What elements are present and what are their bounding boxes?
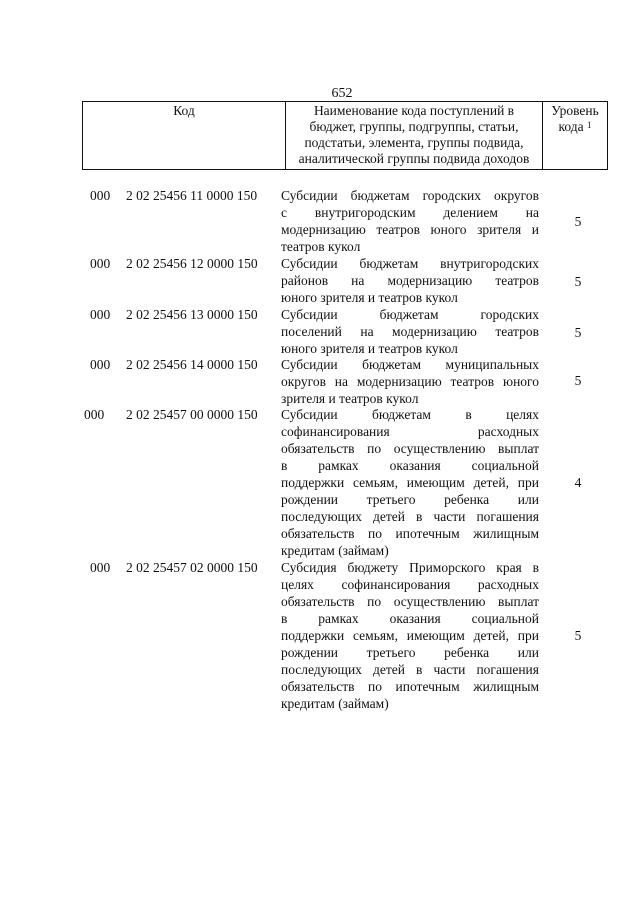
code-description — [281, 356, 539, 407]
description-line: округов на модернизацию театров юного — [281, 374, 539, 389]
description-line: с внутригородским делением на — [281, 205, 539, 220]
code-description — [281, 255, 539, 306]
header-code: Код — [83, 102, 286, 169]
description-line: обязательств по осуществлению выплат — [281, 594, 539, 609]
code-level: 5 — [574, 325, 582, 340]
admin-code: 000 — [84, 407, 105, 422]
description-line: последующих детей в части погашения — [281, 662, 539, 677]
revenue-code: 2 02 25457 02 0000 150 — [126, 560, 258, 575]
description-line: обязательств по ипотечным жилищным — [281, 679, 539, 694]
description-line: Субсидии бюджетам городских округов — [281, 188, 539, 203]
admin-code: 000 — [90, 307, 111, 322]
header-level-text: кода — [558, 119, 584, 134]
header-level-line1: Уровень — [551, 103, 599, 118]
header-level-line2 — [543, 119, 607, 135]
code-level: 5 — [574, 373, 582, 388]
table-header — [82, 101, 608, 170]
description-line: софинансирования расходных — [281, 424, 539, 439]
description-line: кредитам (займам) — [281, 543, 389, 558]
description-line: кредитам (займам) — [281, 696, 389, 711]
description-line: юного зрителя и театров кукол — [281, 341, 458, 356]
code-description — [281, 559, 539, 712]
description-line: зрителя и театров кукол — [281, 391, 419, 406]
revenue-code: 2 02 25456 13 0000 150 — [126, 307, 258, 322]
revenue-code: 2 02 25457 00 0000 150 — [126, 407, 258, 422]
admin-code: 000 — [90, 256, 111, 271]
description-line: обязательств по осуществлению выплат — [281, 441, 539, 456]
code-level: 4 — [574, 475, 582, 490]
description-line: поддержки семьям, имеющим детей, при — [281, 628, 539, 643]
header-name-line: подстатьи, элемента, группы подвида, — [304, 135, 524, 150]
description-line: целях софинансирования расходных — [281, 577, 539, 592]
code-description — [281, 306, 539, 357]
description-line: юного зрителя и театров кукол — [281, 290, 458, 305]
header-name-line: бюджет, группы, подгруппы, статьи, — [309, 119, 519, 134]
admin-code: 000 — [90, 560, 111, 575]
header-name-line: аналитической группы подвида доходов — [298, 151, 530, 166]
code-level: 5 — [574, 214, 582, 229]
header-level-footnote: 1 — [586, 120, 592, 130]
code-description — [281, 187, 539, 255]
header-name-line: Наименование кода поступлений в — [313, 103, 515, 118]
revenue-code: 2 02 25456 12 0000 150 — [126, 256, 258, 271]
code-level: 5 — [574, 274, 582, 289]
description-line: Субсидии бюджетам внутригородских — [281, 256, 539, 271]
header-level — [543, 102, 607, 169]
description-line: Субсидии бюджетам городских — [281, 307, 539, 322]
description-line: рождении третьего ребенка или — [281, 492, 539, 507]
revenue-code: 2 02 25456 11 0000 150 — [126, 188, 258, 203]
code-description — [281, 406, 539, 559]
description-line: поддержки семьям, имеющим детей, при — [281, 475, 539, 490]
revenue-code: 2 02 25456 14 0000 150 — [126, 357, 258, 372]
description-line: Субсидия бюджету Приморского края в — [281, 560, 539, 575]
description-line: в рамках оказания социальной — [281, 611, 539, 626]
description-line: модернизацию театров юного зрителя и — [281, 222, 539, 237]
description-line: районов на модернизацию театров — [281, 273, 539, 288]
description-line: Субсидии бюджетам муниципальных — [281, 357, 539, 372]
description-line: Субсидии бюджетам в целях — [281, 407, 539, 422]
code-level: 5 — [574, 628, 582, 643]
description-line: последующих детей в части погашения — [281, 509, 539, 524]
description-line: рождении третьего ребенка или — [281, 645, 539, 660]
admin-code: 000 — [90, 357, 111, 372]
description-line: театров кукол — [281, 239, 361, 254]
description-line: обязательств по ипотечным жилищным — [281, 526, 539, 541]
page-number: 652 — [331, 86, 353, 101]
description-line: в рамках оказания социальной — [281, 458, 539, 473]
admin-code: 000 — [90, 188, 111, 203]
header-name — [286, 102, 543, 169]
description-line: поселений на модернизацию театров — [281, 324, 539, 339]
